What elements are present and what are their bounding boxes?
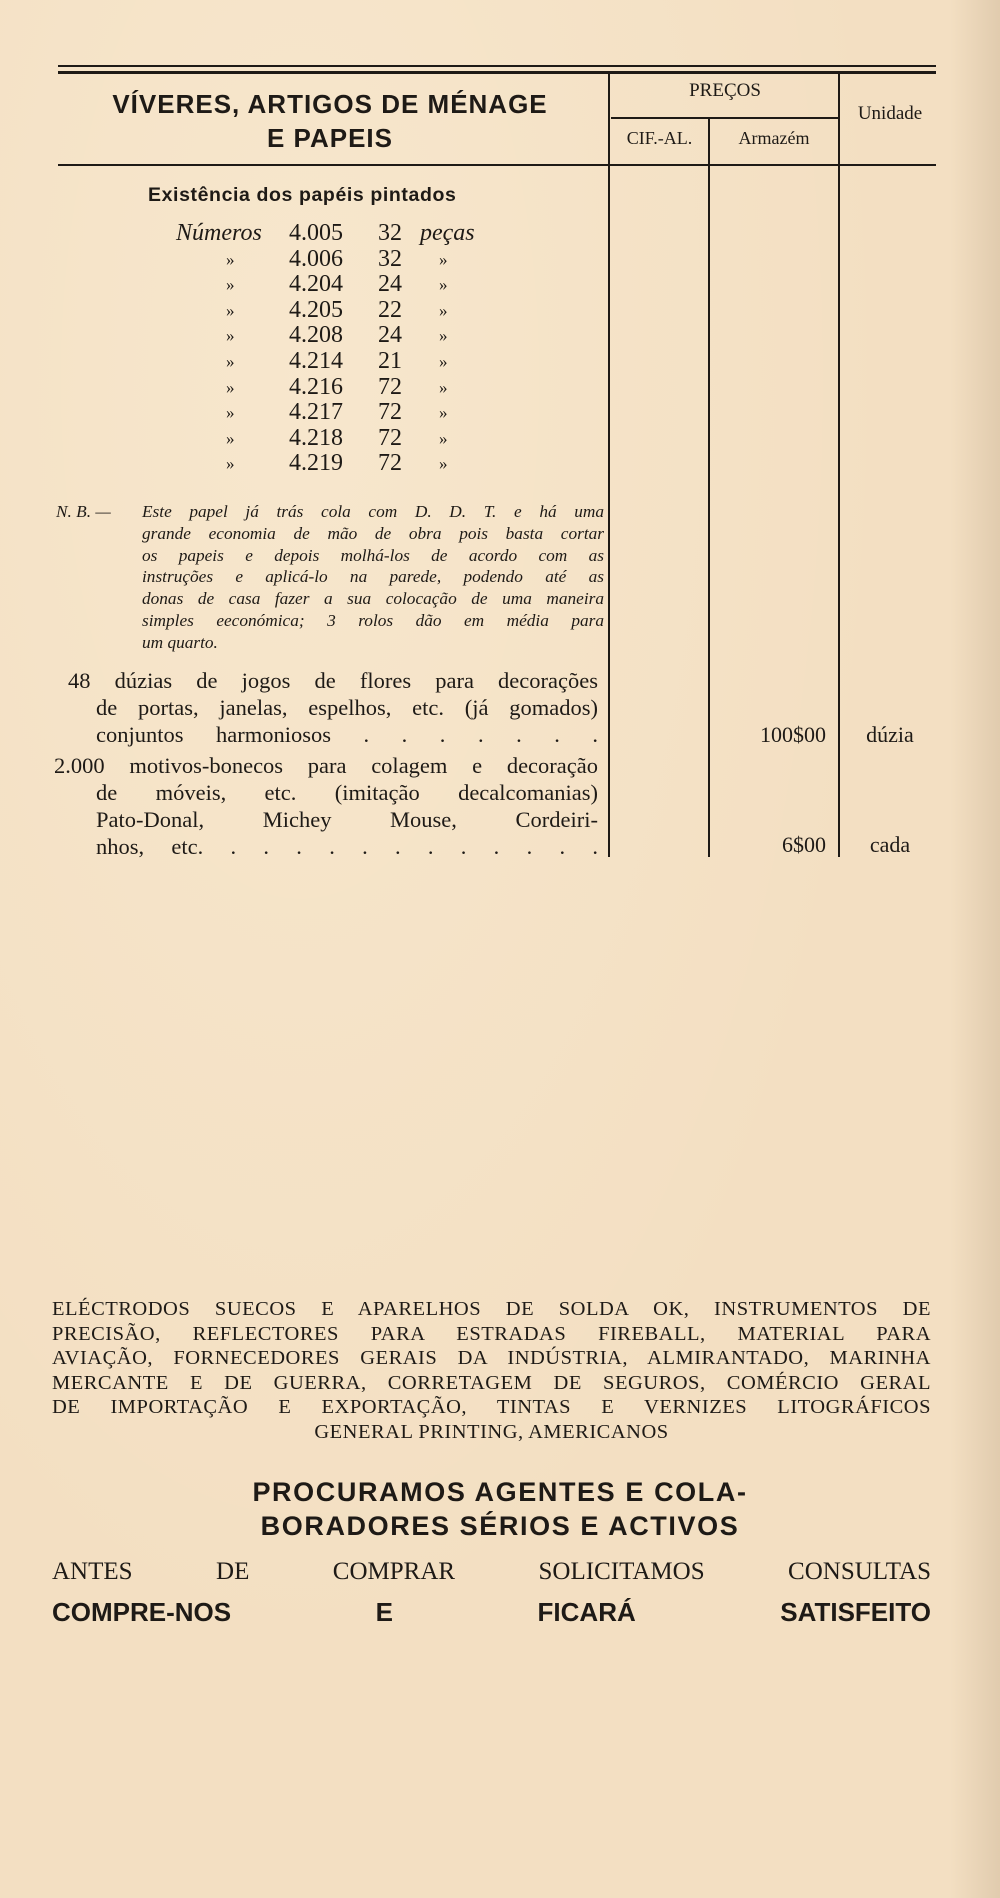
ditto-mark: » [439, 377, 448, 397]
ditto-mark: » [226, 300, 235, 320]
item-unit: cada [869, 832, 911, 857]
precos-subrule [611, 117, 839, 119]
item-line: nhos, etc. . . . . . . . . . . . . [96, 834, 598, 859]
note-line: donas de casa fazer a sua colocação de uma maneira [142, 589, 604, 609]
col-divider-1 [608, 71, 610, 857]
item-price: 100$00 [760, 722, 826, 747]
paper-qty: 72 [378, 424, 402, 451]
header-bottom-rule [58, 164, 936, 166]
slogan-consultas: ANTES DE COMPRAR SOLICITAMOS CONSULTAS [52, 1558, 931, 1585]
unidade-header: Unidade [857, 103, 923, 124]
paper-qty: 32 [378, 220, 402, 246]
footer-line: ELÉCTRODOS SUECOS E APARELHOS DE SOLDA OK, INSTRUMENTOS DE [52, 1298, 931, 1320]
item-unit: dúzia [866, 722, 914, 747]
note-line: um quarto. [142, 632, 218, 652]
paper-qty: 72 [378, 399, 402, 426]
ditto-mark: » [226, 249, 235, 269]
item-line: Pato-Donal, Michey Mouse, Cordeiri- [96, 807, 598, 832]
note-text [142, 501, 604, 654]
numbers-label: Números [176, 220, 262, 246]
footer-line: AVIAÇÃO, FORNECEDORES GERAIS DA INDÚSTRIA, ALMIRANTADO, MARINHA [52, 1347, 931, 1369]
footer-line: GENERAL PRINTING, AMERICANOS [314, 1420, 669, 1443]
item-line: conjuntos harmoniosos . . . . . . . [96, 722, 598, 747]
paper-qty: 24 [378, 271, 402, 298]
cif-header: CIF.-AL. [626, 128, 693, 148]
top-rule [58, 65, 936, 67]
note-line: simples eeconómica; 3 rolos dão em média para [142, 610, 604, 630]
cta-line-1: PROCURAMOS AGENTES E COLA- [252, 1477, 748, 1507]
paper-number: 4.006 [289, 245, 343, 272]
top-rule-2 [58, 71, 936, 74]
item-line: de móveis, etc. (imitação decalcomanias) [96, 780, 598, 805]
ditto-mark: » [439, 428, 448, 448]
paper-number: 4.005 [289, 220, 343, 246]
paper-qty: 21 [378, 347, 402, 374]
ditto-mark: » [439, 275, 448, 295]
ditto-mark: » [439, 403, 448, 423]
item-motivos [54, 752, 598, 860]
paper-number: 4.218 [289, 424, 343, 451]
ditto-mark: » [226, 454, 235, 474]
item-flores [68, 667, 598, 748]
ditto-mark: » [226, 428, 235, 448]
item-line: 48 dúzias de jogos de flores para decorações [68, 668, 598, 693]
ditto-mark: » [226, 275, 235, 295]
paper-number: 4.214 [289, 347, 343, 374]
slogan-satisfeito: COMPRE-NOS E FICARÁ SATISFEITO [52, 1597, 931, 1627]
paper-number: 4.217 [289, 399, 343, 426]
paper-qty: 24 [378, 322, 402, 349]
ditto-mark: » [439, 351, 448, 371]
paper-qty: 72 [378, 450, 402, 477]
paper-number: 4.219 [289, 450, 343, 477]
col-divider-2 [708, 118, 710, 857]
unit-label: peças [420, 220, 475, 246]
paper-number: 4.216 [289, 373, 343, 400]
note-line: Este papel já trás cola com D. D. T. e há uma [142, 502, 604, 521]
paper-qty: 72 [378, 373, 402, 400]
ditto-mark: » [439, 300, 448, 320]
paper-number: 4.204 [289, 271, 343, 298]
ditto-mark: » [226, 326, 235, 346]
note-line: os papeis e depois molhá-los de acordo com as [142, 545, 604, 565]
paper-qty: 32 [378, 245, 402, 272]
armazem-header: Armazém [738, 128, 810, 148]
paper-qty: 22 [378, 296, 402, 323]
section-title-line-2: E PAPEIS [266, 123, 393, 153]
footer-paragraph [52, 1297, 931, 1444]
footer-line: DE IMPORTAÇÃO E EXPORTAÇÃO, TINTAS E VERNIZES LITOGRÁFICOS [52, 1396, 931, 1418]
item-line: 2.000 motivos-bonecos para colagem e decoração [54, 753, 598, 778]
cta-line-2: BORADORES SÉRIOS E ACTIVOS [260, 1511, 740, 1541]
footer-line: MERCANTE E DE GUERRA, CORRETAGEM DE SEGUROS, COMÉRCIO GERAL [52, 1371, 931, 1394]
papers-heading: Existência dos papéis pintados [148, 184, 457, 206]
footer-line: PRECISÃO, REFLECTORES PARA ESTRADAS FIREBALL, MATERIAL PARA [52, 1322, 931, 1345]
ditto-mark: » [226, 351, 235, 371]
ditto-mark: » [439, 326, 448, 346]
ditto-mark: » [226, 377, 235, 397]
note-line: grande economia de mão de obra pois basta cortar [142, 523, 604, 543]
precos-header: PREÇOS [689, 80, 761, 101]
paper-number: 4.208 [289, 322, 343, 349]
ditto-mark: » [439, 454, 448, 474]
item-line: de portas, janelas, espelhos, etc. (já gomados) [96, 695, 598, 720]
ditto-mark: » [226, 403, 235, 423]
section-title-line-1: VÍVERES, ARTIGOS DE MÉNAGE [112, 89, 548, 119]
note-line: instruções e aplicá-lo na parede, podendo até as [142, 567, 604, 587]
item-price: 6$00 [782, 832, 826, 857]
ditto-mark: » [439, 249, 448, 269]
note-lead: N. B. — [56, 502, 111, 521]
paper-number: 4.205 [289, 296, 343, 323]
